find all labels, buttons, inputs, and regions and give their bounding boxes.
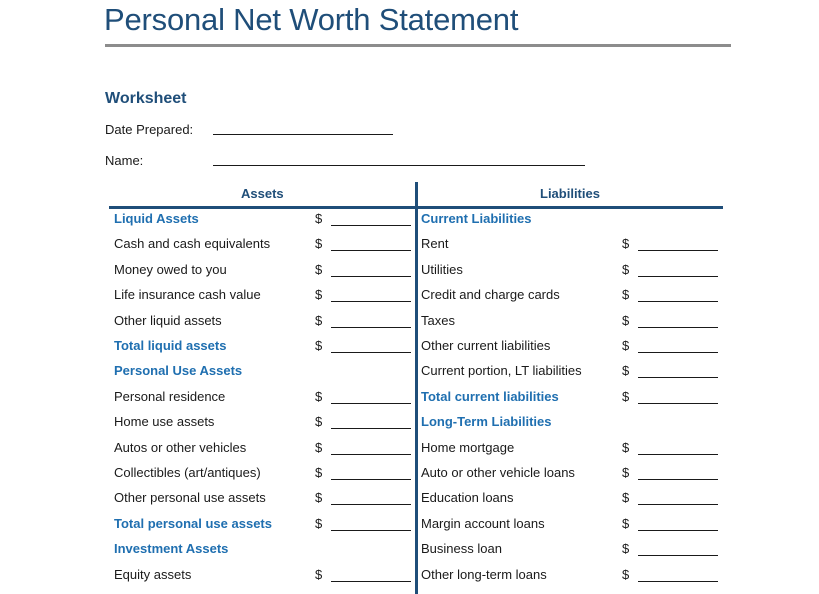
liabilities-row-current-liabilities: Current Liabilities <box>421 211 532 226</box>
assets-row-personal-use-assets: Personal Use Assets <box>114 363 243 378</box>
assets-row-total-personal-use-assets: Total personal use assets <box>114 516 272 531</box>
liabilities-row-current-portion-lt-liabilities: Current portion, LT liabilities <box>421 363 582 378</box>
dollar-sign: $ <box>315 262 323 277</box>
dollar-sign: $ <box>315 516 323 531</box>
assets-row-other-personal-use-assets: Other personal use assets <box>114 490 266 505</box>
dollar-sign: $ <box>315 567 323 582</box>
dollar-sign: $ <box>622 338 630 353</box>
worksheet-heading: Worksheet <box>105 90 187 107</box>
liabilities-amount-field-current-portion-lt-liabilities[interactable] <box>638 377 718 378</box>
dollar-sign: $ <box>622 465 630 480</box>
assets-row-money-owed-to-you: Money owed to you <box>114 262 227 277</box>
liabilities-row-margin-account-loans: Margin account loans <box>421 516 545 531</box>
liabilities-amount-field-other-long-term-loans[interactable] <box>638 581 718 582</box>
dollar-sign: $ <box>315 313 323 328</box>
dollar-sign: $ <box>315 236 323 251</box>
assets-row-autos-or-other-vehicles: Autos or other vehicles <box>114 440 247 455</box>
liabilities-row-utilities: Utilities <box>421 262 463 277</box>
assets-amount-field-life-insurance-cash-value[interactable] <box>331 301 411 302</box>
assets-row-equity-assets: Equity assets <box>114 567 192 582</box>
page-title: Personal Net Worth Statement <box>104 2 519 37</box>
assets-column-header: Assets <box>241 186 284 201</box>
dollar-sign: $ <box>315 389 323 404</box>
liabilities-amount-field-auto-or-other-vehicle-loans[interactable] <box>638 479 718 480</box>
liabilities-row-rent: Rent <box>421 236 449 251</box>
liabilities-row-business-loan: Business loan <box>421 541 502 556</box>
dollar-sign: $ <box>622 313 630 328</box>
assets-row-collectibles-art-antiques: Collectibles (art/antiques) <box>114 465 261 480</box>
liabilities-amount-field-utilities[interactable] <box>638 276 718 277</box>
assets-amount-field-other-personal-use-assets[interactable] <box>331 504 411 505</box>
liabilities-amount-field-home-mortgage[interactable] <box>638 454 718 455</box>
dollar-sign: $ <box>315 287 323 302</box>
assets-row-home-use-assets: Home use assets <box>114 414 215 429</box>
assets-amount-field-total-personal-use-assets[interactable] <box>331 530 411 531</box>
liabilities-amount-field-business-loan[interactable] <box>638 555 718 556</box>
dollar-sign: $ <box>622 363 630 378</box>
assets-amount-field-liquid-assets[interactable] <box>331 225 411 226</box>
dollar-sign: $ <box>315 440 323 455</box>
liabilities-amount-field-other-current-liabilities[interactable] <box>638 352 718 353</box>
liabilities-row-long-term-liabilities: Long-Term Liabilities <box>421 414 552 429</box>
assets-amount-field-autos-or-other-vehicles[interactable] <box>331 454 411 455</box>
liabilities-amount-field-rent[interactable] <box>638 250 718 251</box>
dollar-sign: $ <box>315 211 323 226</box>
assets-row-life-insurance-cash-value: Life insurance cash value <box>114 287 261 302</box>
assets-row-investment-assets: Investment Assets <box>114 541 229 556</box>
dollar-sign: $ <box>622 287 630 302</box>
title-divider <box>105 44 731 47</box>
assets-row-other-liquid-assets: Other liquid assets <box>114 313 222 328</box>
dollar-sign: $ <box>622 236 630 251</box>
dollar-sign: $ <box>315 490 323 505</box>
column-divider <box>415 182 418 594</box>
dollar-sign: $ <box>622 541 630 556</box>
assets-row-liquid-assets: Liquid Assets <box>114 211 199 226</box>
assets-amount-field-home-use-assets[interactable] <box>331 428 411 429</box>
assets-amount-field-personal-residence[interactable] <box>331 403 411 404</box>
liabilities-row-home-mortgage: Home mortgage <box>421 440 515 455</box>
assets-amount-field-equity-assets[interactable] <box>331 581 411 582</box>
liabilities-row-auto-or-other-vehicle-loans: Auto or other vehicle loans <box>421 465 575 480</box>
liabilities-row-credit-and-charge-cards: Credit and charge cards <box>421 287 560 302</box>
dollar-sign: $ <box>622 440 630 455</box>
assets-amount-field-total-liquid-assets[interactable] <box>331 352 411 353</box>
assets-amount-field-money-owed-to-you[interactable] <box>331 276 411 277</box>
liabilities-amount-field-education-loans[interactable] <box>638 504 718 505</box>
liabilities-amount-field-total-current-liabilities[interactable] <box>638 403 718 404</box>
dollar-sign: $ <box>315 465 323 480</box>
liabilities-amount-field-margin-account-loans[interactable] <box>638 530 718 531</box>
liabilities-row-education-loans: Education loans <box>421 490 514 505</box>
name-label: Name: <box>105 153 144 168</box>
assets-row-cash-and-cash-equivalents: Cash and cash equivalents <box>114 236 271 251</box>
liabilities-amount-field-credit-and-charge-cards[interactable] <box>638 301 718 302</box>
dollar-sign: $ <box>622 262 630 277</box>
dollar-sign: $ <box>315 414 323 429</box>
dollar-sign: $ <box>622 516 630 531</box>
dollar-sign: $ <box>622 567 630 582</box>
assets-amount-field-other-liquid-assets[interactable] <box>331 327 411 328</box>
dollar-sign: $ <box>315 338 323 353</box>
liabilities-amount-field-taxes[interactable] <box>638 327 718 328</box>
assets-amount-field-cash-and-cash-equivalents[interactable] <box>331 250 411 251</box>
date-prepared-field[interactable] <box>213 134 393 135</box>
liabilities-row-other-long-term-loans: Other long-term loans <box>421 567 547 582</box>
assets-amount-field-collectibles-art-antiques[interactable] <box>331 479 411 480</box>
dollar-sign: $ <box>622 490 630 505</box>
assets-row-personal-residence: Personal residence <box>114 389 226 404</box>
liabilities-column-header: Liabilities <box>540 186 600 201</box>
liabilities-row-total-current-liabilities: Total current liabilities <box>421 389 559 404</box>
assets-row-total-liquid-assets: Total liquid assets <box>114 338 227 353</box>
dollar-sign: $ <box>622 389 630 404</box>
liabilities-row-taxes: Taxes <box>421 313 455 328</box>
liabilities-row-other-current-liabilities: Other current liabilities <box>421 338 551 353</box>
date-prepared-label: Date Prepared: <box>105 122 194 137</box>
name-field[interactable] <box>213 165 585 166</box>
